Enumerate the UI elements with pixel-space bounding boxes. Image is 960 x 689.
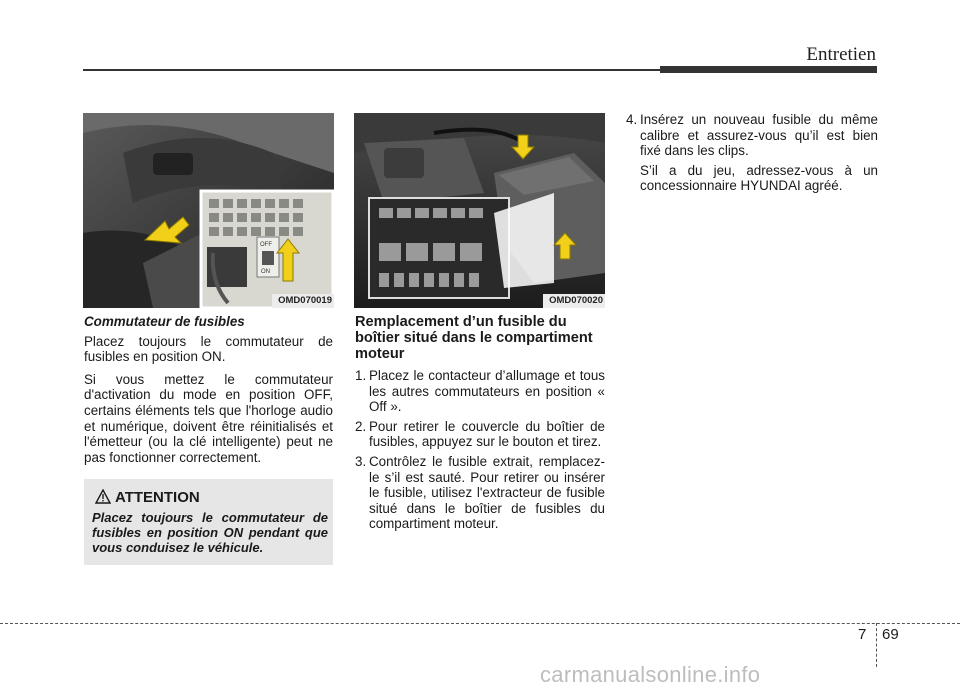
header-rule-bold	[660, 66, 877, 73]
step-number: 1.	[355, 368, 367, 383]
warning-triangle-icon	[95, 489, 111, 504]
fuse-panel-inset	[201, 191, 333, 308]
note-text: S’il a du jeu, adressez-vous à un concessionnaire HYUNDAI agréé.	[640, 162, 878, 194]
step-number: 3.	[355, 453, 367, 469]
note-indent	[626, 163, 640, 194]
footer-rule	[0, 623, 960, 624]
switch-on-label: ON	[261, 269, 270, 275]
left-column	[84, 314, 333, 472]
paragraph: Placez toujours le commutateur de fusibles en position ON.	[84, 333, 333, 365]
right-column	[626, 112, 878, 198]
step-item	[626, 112, 878, 159]
attention-title: ATTENTION	[115, 489, 200, 506]
figure-caption: Commutateur de fusibles	[84, 314, 245, 329]
footer-divider	[876, 623, 877, 667]
step-text: Pour retirer le couvercle du boîtier de fusibles, appuyez sur le bouton et tirez.	[369, 418, 605, 450]
section-heading: Remplacement d’un fusible du boîtier situé dans le compartiment moteur	[355, 314, 593, 362]
chapter-number: 7	[858, 626, 867, 643]
photo-fuse-switch	[83, 113, 334, 308]
figure-code: OMD070019	[272, 294, 334, 308]
figure-code: OMD070020	[543, 294, 605, 308]
photo-engine-fuse-box-illustration	[354, 113, 605, 308]
step-item	[355, 419, 605, 450]
note-item	[626, 163, 878, 194]
page-number: 69	[882, 626, 899, 643]
attention-box	[84, 479, 333, 565]
step-text: Placez le contacteur d’allumage et tous les autres commutateurs en position « Off ».	[369, 368, 605, 415]
photo-fuse-switch-illustration	[83, 113, 334, 308]
header-rule	[83, 69, 663, 71]
step-number: 2.	[355, 418, 367, 434]
watermark: carmanualsonline.info	[540, 662, 761, 687]
switch-off-label: OFF	[260, 242, 272, 248]
step-item	[355, 368, 605, 415]
photo-engine-fuse-box	[354, 113, 605, 308]
step-text: Contrôlez le fusible extrait, remplacez-le s’il est sauté. Pour retirer ou insérer le fusible, utilisez l'extracteur de fusible situé dans le boîtier de fusibles du compartiment moteur.	[369, 453, 605, 532]
middle-column	[355, 314, 605, 536]
step-text: Insérez un nouveau fusible du même calibre et assurez-vous qu’il est bien fixé dans les clips.	[640, 112, 878, 159]
attention-text: Placez toujours le commutateur de fusibles en position ON pendant que vous conduisez le véhicule.	[92, 510, 328, 555]
step-number: 4.	[626, 112, 638, 127]
step-item	[355, 454, 605, 532]
section-title: Entretien	[806, 44, 876, 65]
paragraph: Si vous mettez le commutateur d'activation du mode en position OFF, certains éléments tels que l'horloge audio et numérique, doivent être réinitialisés et l'émetteur (ou la clé intelligente) peut ne pas fonctionner correctement.	[84, 371, 333, 465]
